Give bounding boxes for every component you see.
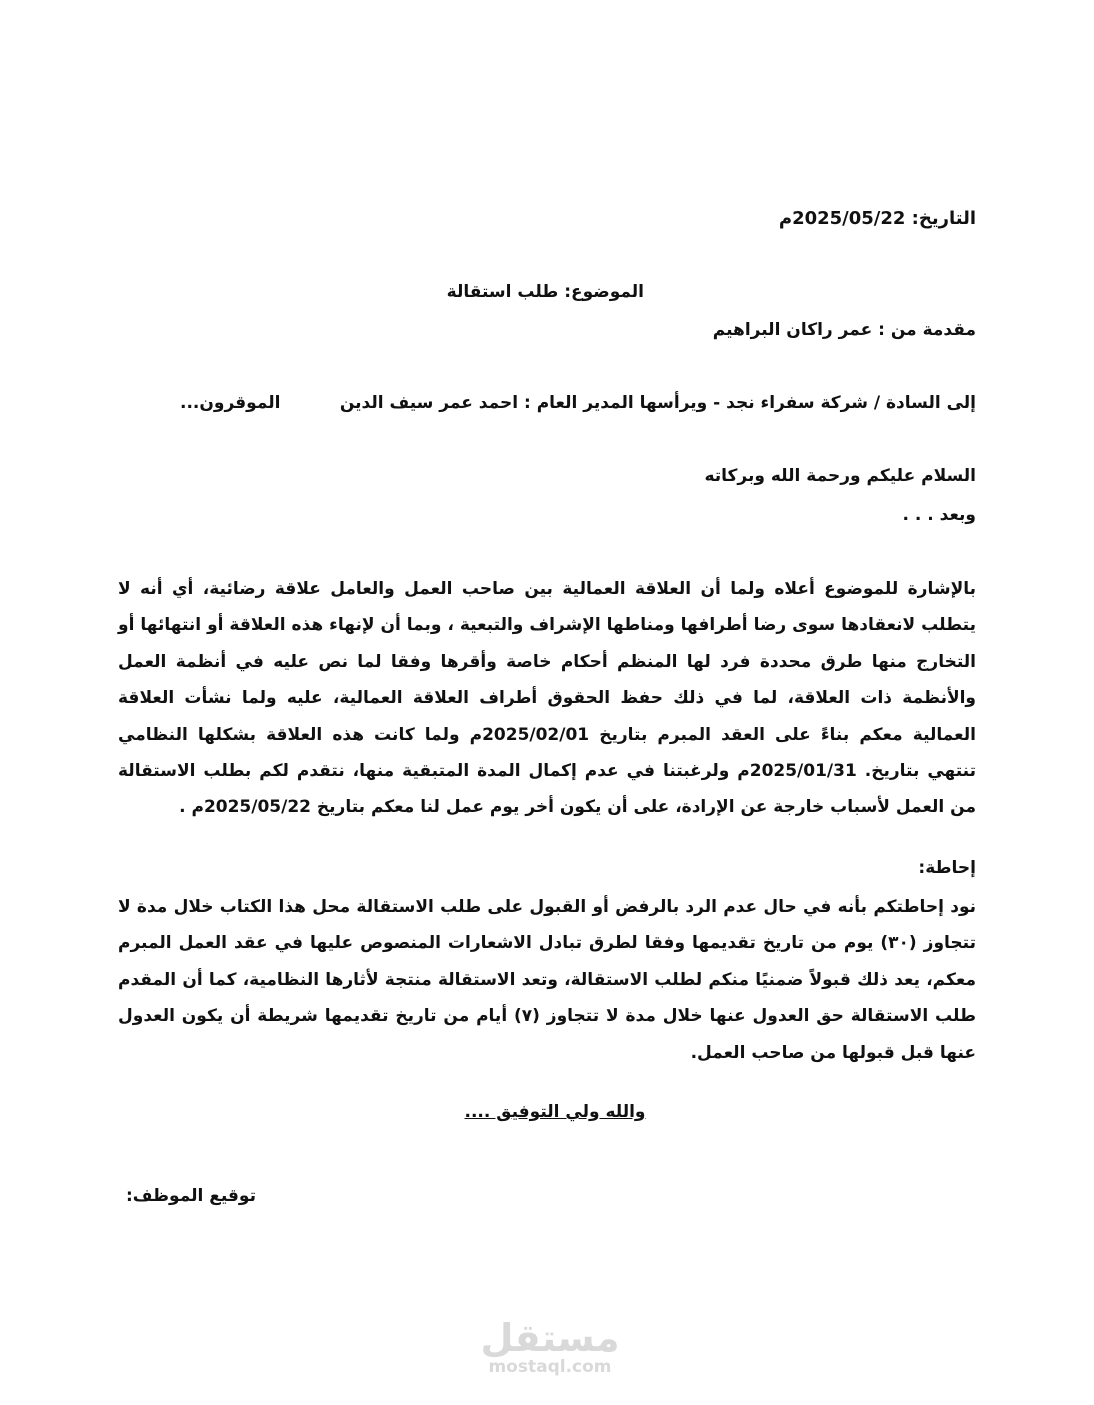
letter-closing: والله ولي التوفيق ....	[464, 1102, 646, 1122]
letter-respected: الموقرون...	[180, 393, 281, 413]
letter-recipient: إلى السادة / شركة سفراء نجد - ويرأسها المدير العام : احمد عمر سيف الدين	[339, 393, 976, 413]
letter-date: التاريخ: 2025/05/22م	[778, 208, 976, 229]
letter-body-paragraph: بالإشارة للموضوع أعلاه ولما أن العلاقة العمالية بين صاحب العمل والعامل علاقة رضائية، أي أنه لا يتطلب لانعقادها سوى رضا أطرافها ومناطها الإشراف والتبعية ، وبما أن لإنهاء هذه العلاقة أو انتهائها أو التخارج منها طرق محددة فرد لها المنظم أحكام خاصة وأقرها وفقا لما نص عليه في أنظمة العمل والأنظمة ذات العلاقة، لما في ذلك حفظ الحقوق أطراف العلاقة العمالية، عليه ولما نشأت العلاقة العمالية معكم بناءً على العقد المبرم بتاريخ 2025/02/01م ولما كانت هذه العلاقة بشكلها النظامي تنتهي بتاريخ. 2025/01/31م ولرغبتنا في عدم إكمال المدة المتبقية منها، نتقدم لكم بطلب الاستقالة من العمل لأسباب خارجة عن الإرادة، على أن يكون أخر يوم عمل لنا معكم بتاريخ 2025/05/22م .	[118, 579, 977, 818]
letter-subject: الموضوع: طلب استقالة	[446, 282, 644, 302]
notice-heading: إحاطة:	[918, 858, 976, 878]
mostaql-watermark-logo	[470, 1318, 630, 1376]
letter-greeting: السلام عليكم ورحمة الله وبركاته	[704, 466, 976, 486]
notice-paragraph: نود إحاطتكم بأنه في حال عدم الرد بالرفض أو القبول على طلب الاستقالة محل هذا الكتاب خلال مدة لا تتجاوز (٣٠) يوم من تاريخ تقديمها وفقا لطرق تبادل الاشعارات المنصوص عليها في عقد العمل المبرم معكم، يعد ذلك قبولاً ضمنيًا منكم لطلب الاستقالة، وتعد الاستقالة منتجة لأثارها النظامية، كما أن المقدم طلب الاستقالة حق العدول عنها خلال مدة لا تتجاوز (٧) أيام من تاريخ تقديمها شريطة أن يكون العدول عنها قبل قبولها من صاحب العمل.	[118, 897, 976, 1063]
letter-after-greeting: وبعد . . .	[902, 505, 976, 525]
watermark-arabic: مستقل	[480, 1316, 620, 1360]
employee-signature-label: توقيع الموظف:	[126, 1186, 256, 1206]
watermark-latin: mostaql.com	[488, 1357, 612, 1377]
letter-recipient-row	[180, 393, 976, 413]
letter-sender: مقدمة من : عمر راكان البراهيم	[712, 320, 976, 340]
letter-closing-wrapper	[0, 1102, 1094, 1122]
